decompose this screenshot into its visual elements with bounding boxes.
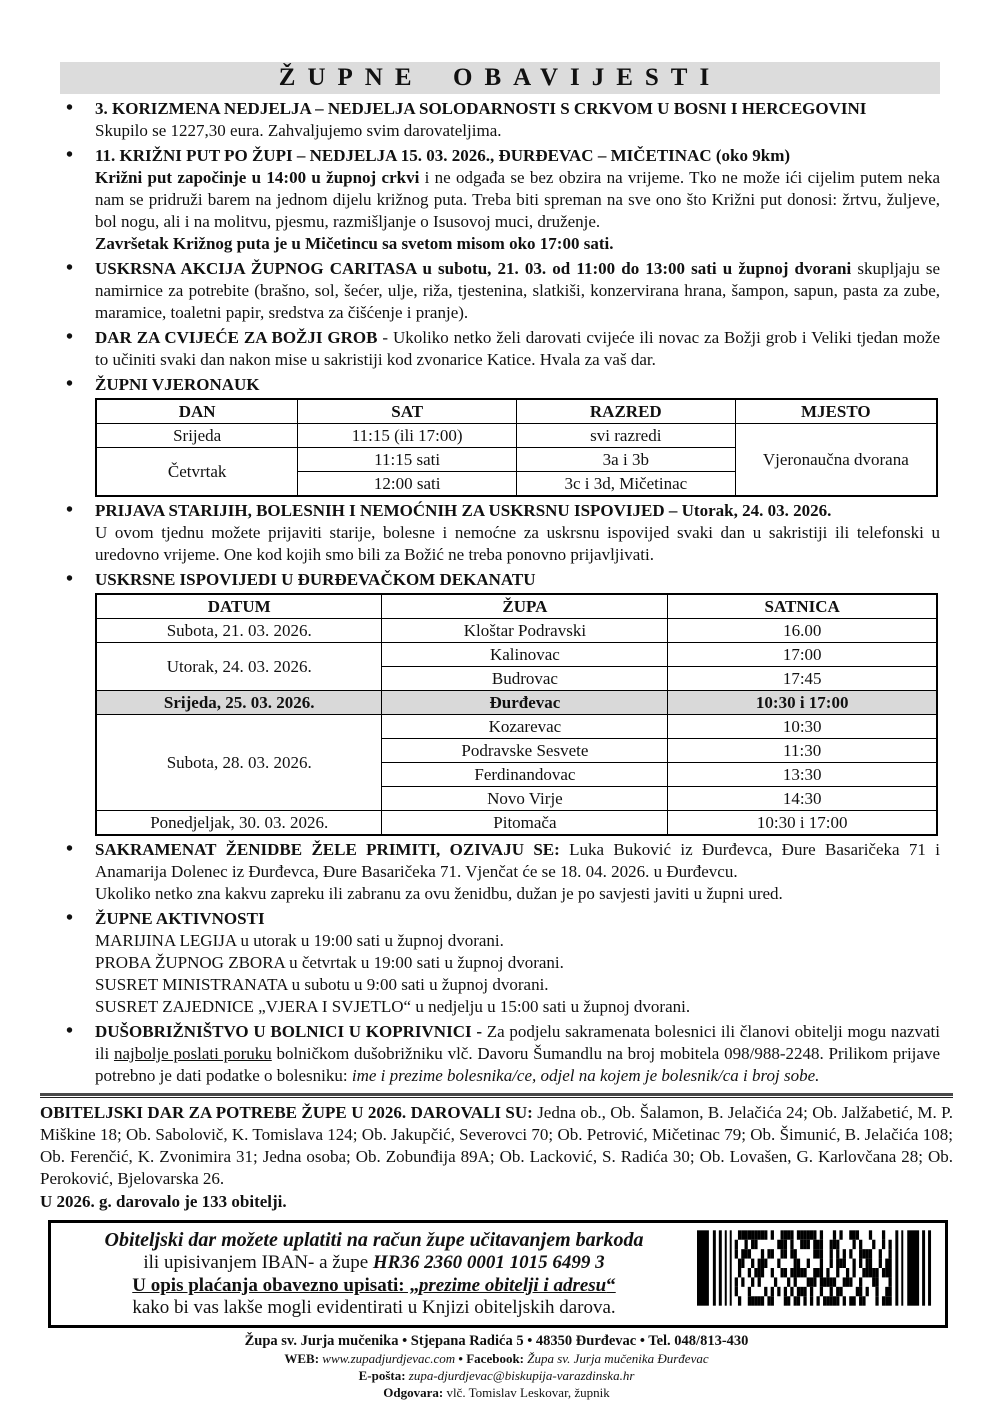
item-body: U ovom tjednu možete prijaviti starije, bolesne i nemoćne za uskrsnu ispovijed svaki dan u sakristiji ili telefonski u uredovno vrijeme. One kod kojih smo bili za Božić ne treba ponovno prijavljivati. xyxy=(95,523,940,564)
table-header-row xyxy=(96,399,937,424)
table-cell: Novo Virje xyxy=(382,787,668,811)
table-header-row xyxy=(96,594,937,619)
list-item-aktivnosti xyxy=(40,908,940,1018)
table-cell: Subota, 28. 03. 2026. xyxy=(96,715,382,811)
table-cell: Ferdinandovac xyxy=(382,763,668,787)
table-cell: 11:30 xyxy=(668,739,937,763)
item-body: • DAR ZA CVIJEĆE ZA BOŽJI GROB - Ukoliko netko želi darovati cvijeće ili novac za Božji grob i Veliki tjedan može to učiniti svaki dan nakon mise u sakristiji kod zvonarice Katice. Hvala za vaš dar. xyxy=(95,328,940,369)
table-cell: Srijeda, 25. 03. 2026. xyxy=(96,691,382,715)
item-body: • DUŠOBRIŽNIŠTVO U BOLNICI U KOPRIVNICI - Za podjelu sakramenata bolesnici ili članovi obitelji mogu nazvati ili najbolje poslati poruku bolničkom dušobrižniku vlč. Davoru Šumandlu na broj mobitela 098/988-2248. Prilikom prijave potrebno je dati podatke o bolesniku: ime i prezime bolesnika/ce, odjel na kojem je bolesnik/ca i broj sobe. xyxy=(95,1022,941,1085)
email-address: zupa-djurdjevac@biskupija-varazdinska.hr xyxy=(408,1368,635,1383)
table-cell: 13:30 xyxy=(668,763,937,787)
item-heading: • ŽUPNI VJERONAUK xyxy=(95,375,260,394)
list-item-ispovijedi xyxy=(40,569,940,836)
payment-line-3: U opis plaćanja obavezno upisati: „prezime obitelji i adresu“ xyxy=(132,1275,616,1296)
dekanat-table xyxy=(95,593,938,836)
list-item-vjeronauk xyxy=(40,374,940,497)
item-body: Križni put započinje u 14:00 u župnoj crkvi i ne odgađa se bez obzira na vrijeme. Tko ne može ići cijelim putem neka nam se pridruži barem na jednom dijelu križnog puta. Treba biti spreman na sve ono što Križni put donosi: žrtvu, žuljeve, bol nogu, ali i na molitvu, pjesmu, razmišljanje o Isusovoj muci, druženje. xyxy=(95,168,940,231)
table-cell: Pitomača xyxy=(382,811,668,836)
list-item-caritas xyxy=(40,258,940,324)
header-cell-satnica: SATNICA xyxy=(668,594,937,619)
table-cell: 17:45 xyxy=(668,667,937,691)
table-cell: 10:30 i 17:00 xyxy=(668,691,937,715)
activity-line: MARIJINA LEGIJA u utorak u 19:00 sati u župnoj dvorani. xyxy=(95,931,504,950)
payment-line-4: kako bi vas lakše mogli evidentirati u Knjizi obiteljskih darova. xyxy=(132,1297,616,1318)
donations-section xyxy=(40,1102,953,1213)
header-cell-datum: DATUM xyxy=(96,594,382,619)
list-item-krizni-put xyxy=(40,145,940,255)
item-heading: • 3. KORIZMENA NEDJELJA – NEDJELJA SOLODARNOSTI S CRKVOM U BOSNI I HERCEGOVINI xyxy=(95,99,867,118)
table-cell: svi razredi xyxy=(516,424,735,448)
list-item-prijava xyxy=(40,500,940,566)
table-cell: 17:00 xyxy=(668,643,937,667)
list-item-korizmena xyxy=(40,98,940,142)
table-cell: Đurđevac xyxy=(382,691,668,715)
table-cell: 12:00 sati xyxy=(298,472,517,497)
table-cell: Kozarevac xyxy=(382,715,668,739)
table-cell: Četvrtak xyxy=(96,448,298,497)
iban-value: HR36 2360 0001 1015 6499 3 xyxy=(372,1252,605,1273)
table-row xyxy=(96,643,937,667)
table-cell: Utorak, 24. 03. 2026. xyxy=(96,643,382,691)
header-cell-sat: SAT xyxy=(298,399,517,424)
web-url: www.zupadjurdjevac.com xyxy=(322,1351,456,1366)
table-cell: 14:30 xyxy=(668,787,937,811)
payment-line-2: ili upisivanjem IBAN- a župe HR36 2360 0001 1015 6499 3 xyxy=(143,1252,605,1273)
table-cell: Ponedjeljak, 30. 03. 2026. xyxy=(96,811,382,836)
pdf417-barcode xyxy=(697,1230,935,1306)
item-body: • USKRSNA AKCIJA ŽUPNOG CARITASA u subotu, 21. 03. od 11:00 do 13:00 sati u župnoj dvorani skupljaju se namirnice za potrebite (brašno, sol, šećer, ulje, riža, tjestenina, slatkiši, konzervirana hrana, šampon, sapun, pasta za zube, maramice, toaletni papir, sredstva za čišćenje i pranje). xyxy=(95,259,940,322)
footer-email: E-pošta: zupa-djurdjevac@biskupija-varazdinska.hr xyxy=(358,1368,635,1383)
table-cell: 11:15 sati xyxy=(298,448,517,472)
footer-address: Župa sv. Jurja mučenika • Stjepana Radića 5 • 48350 Đurđevac • Tel. 048/813-430 xyxy=(244,1333,749,1349)
table-cell: Kloštar Podravski xyxy=(382,619,668,643)
item-heading: • PRIJAVA STARIJIH, BOLESNIH I NEMOĆNIH ZA USKRSNU ISPOVIJED – Utorak, 24. 03. 2026. xyxy=(95,501,832,520)
list-item-dusobriznistvo xyxy=(40,1021,940,1087)
announcement-list xyxy=(40,98,953,1087)
facebook-name: Župa sv. Jurja mučenika Đurđevac xyxy=(527,1351,709,1366)
header-cell-zupa: ŽUPA xyxy=(382,594,668,619)
table-cell-mjesto: Vjeronaučna dvorana xyxy=(735,424,937,497)
item-heading: • 11. KRIŽNI PUT PO ŽUPI – NEDJELJA 15. 03. 2026., ĐURĐEVAC – MIČETINAC (oko 9km) xyxy=(95,146,791,165)
table-cell: Budrovac xyxy=(382,667,668,691)
item-heading: • ŽUPNE AKTIVNOSTI xyxy=(95,909,265,928)
section-divider xyxy=(40,1093,953,1098)
header-cell-dan: DAN xyxy=(96,399,298,424)
footer-web: WEB: www.zupadjurdjevac.com • Facebook: Župa sv. Jurja mučenika Đurđevac xyxy=(284,1351,709,1366)
activity-line: SUSRET ZAJEDNICE „VJERA I SVJETLO“ u nedjelju u 15:00 sati u župnoj dvorani. xyxy=(95,997,691,1016)
page-title: ŽUPNE OBAVIJESTI xyxy=(60,62,940,94)
table-cell: Podravske Sesvete xyxy=(382,739,668,763)
donations-total: U 2026. g. darovalo je 133 obitelji. xyxy=(40,1192,287,1211)
item-closing: Završetak Križnog puta je u Mičetincu sa svetom misom oko 17:00 sati. xyxy=(95,234,614,253)
list-item-cvijece xyxy=(40,327,940,371)
table-cell: Subota, 21. 03. 2026. xyxy=(96,619,382,643)
activity-line: SUSRET MINISTRANATA u subotu u 9:00 sati u župnoj dvorani. xyxy=(95,975,549,994)
table-cell: Srijeda xyxy=(96,424,298,448)
item-note: Ukoliko netko zna kakvu zapreku ili zabranu za ovu ženidbu, dužan je po savjesti javiti u župni ured. xyxy=(95,884,783,903)
table-cell: 3c i 3d, Mičetinac xyxy=(516,472,735,497)
payment-box xyxy=(48,1220,948,1328)
table-row-highlighted xyxy=(96,691,937,715)
table-cell: 16.00 xyxy=(668,619,937,643)
header-cell-razred: RAZRED xyxy=(516,399,735,424)
vjeronauk-table xyxy=(95,398,938,497)
table-cell: 11:15 (ili 17:00) xyxy=(298,424,517,448)
table-cell: 10:30 i 17:00 xyxy=(668,811,937,836)
item-body: Skupilo se 1227,30 eura. Zahvaljujemo svim darovateljima. xyxy=(95,121,502,140)
responsible-person: vlč. Tomislav Leskovar, župnik xyxy=(446,1385,610,1400)
table-cell: 3a i 3b xyxy=(516,448,735,472)
header-cell-mjesto: MJESTO xyxy=(735,399,937,424)
item-body: • SAKRAMENAT ŽENIDBE ŽELE PRIMITI, OZIVAJU SE: Luka Buković iz Đurđevca, Đure Basaričeka 71 i Anamarija Dolenec iz Đurđevca, Đure Basaričeka 71. Vjenčat će se 18. 04. 2026. u Đurđevcu. xyxy=(95,840,941,881)
table-cell: Kalinovac xyxy=(382,643,668,667)
item-heading: • USKRSNE ISPOVIJEDI U ĐURĐEVAČKOM DEKANATU xyxy=(95,570,536,589)
activity-line: PROBA ŽUPNOG ZBORA u četvrtak u 19:00 sati u župnoj dvorani. xyxy=(95,953,564,972)
page-footer xyxy=(40,1333,953,1401)
table-row xyxy=(96,715,937,739)
underlined-phrase: najbolje poslati poruku xyxy=(113,1044,272,1063)
footer-responsible: Odgovara: vlč. Tomislav Leskovar, župnik xyxy=(383,1385,610,1400)
list-item-sakramenat xyxy=(40,839,940,905)
table-cell: 10:30 xyxy=(668,715,937,739)
donations-paragraph: OBITELJSKI DAR ZA POTREBE ŽUPE U 2026. DAROVALI SU: Jedna ob., Ob. Šalamon, B. Jelačića 24; Ob. Jalžabetić, M. P. Miškine 18; Ob. Sabolovič, K. Tomislava 124; Ob. Jakupčić, Severovci 70; Ob. Petrović, Mičetinac 79; Ob. Šimunić, B. Jelačića 108; Ob. Ferenčić, K. Zvonimira 31; Jedna osoba; Ob. Zobunđija 89A; Ob. Lacković, S. Radića 30; Ob. Lovašen, G. Karlovčana 28; Ob. Peroković, Bjelovarska 26. xyxy=(40,1103,953,1188)
payment-line-1: Obiteljski dar možete uplatiti na račun župe učitavanjem barkoda xyxy=(104,1229,644,1251)
table-row xyxy=(96,811,937,836)
table-row xyxy=(96,424,937,448)
table-row xyxy=(96,619,937,643)
